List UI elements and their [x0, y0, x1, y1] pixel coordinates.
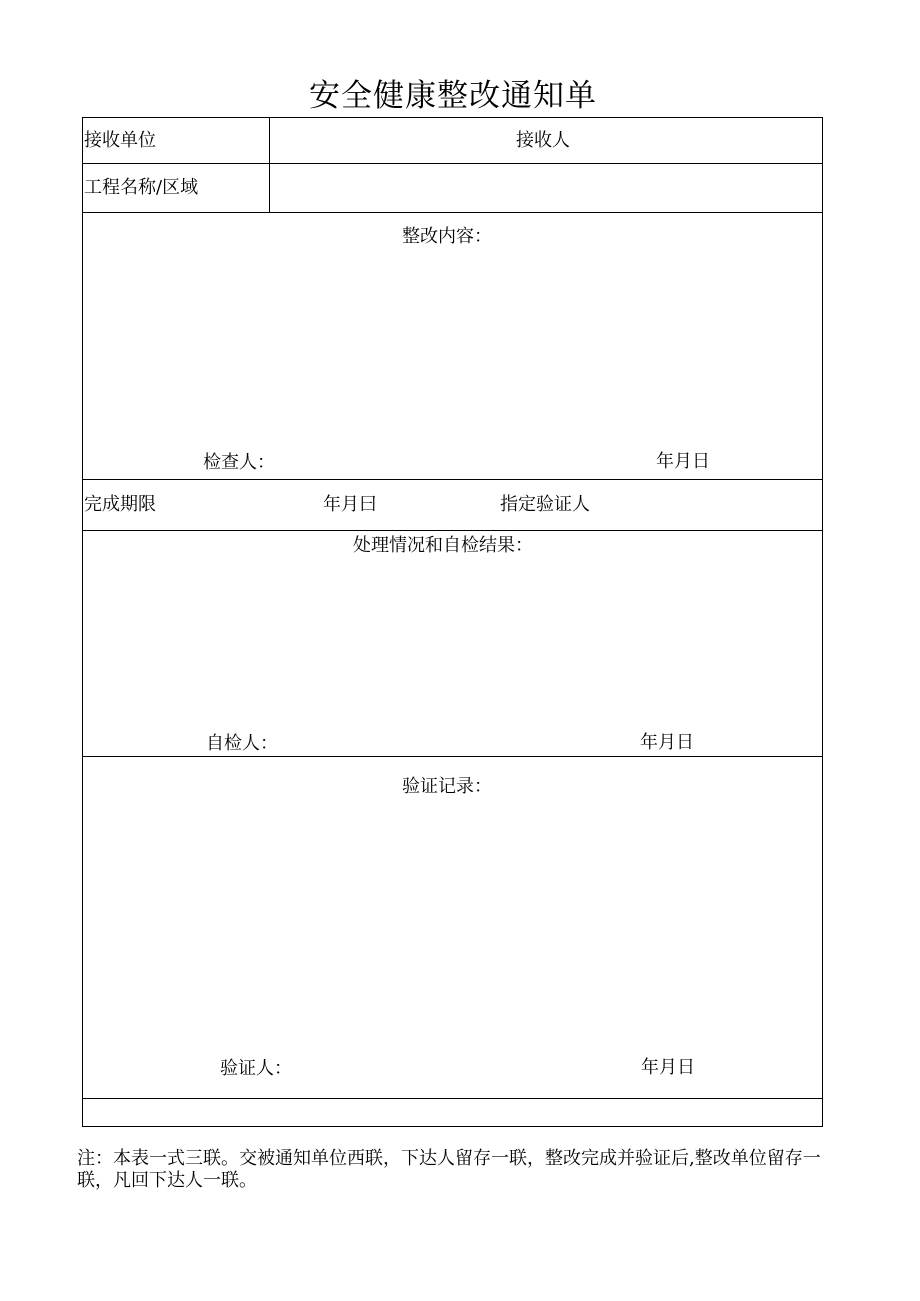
inspection-date-label: 年月日	[656, 451, 710, 472]
form-note: 注：本表一式三联。交被通知单位西联，下达人留存一联，整改完成并验证后,整改单位留存一联，凡回下达人一联。	[77, 1148, 821, 1191]
project-area-label: 工程名称/区域	[84, 177, 199, 198]
deadline-date-label: 年月曰	[323, 494, 377, 515]
project-area-field[interactable]	[270, 164, 822, 212]
form-title: 安全健康整改通知单	[309, 78, 597, 114]
self-inspection-date-label: 年月日	[640, 732, 694, 753]
assigned-verifier-label: 指定验证人	[500, 494, 590, 515]
self-inspector-label: 自检人：	[206, 733, 278, 754]
verification-date-label: 年月日	[641, 1057, 695, 1078]
row-divider	[83, 212, 822, 213]
notice-form	[82, 117, 823, 1127]
handling-result-area[interactable]	[84, 563, 821, 723]
row-divider	[83, 756, 822, 757]
receiving-unit-label: 接收单位	[84, 130, 156, 151]
rectification-content-label: 整改内容：	[402, 226, 492, 247]
deadline-label: 完成期限	[84, 494, 156, 515]
row-divider	[83, 1098, 822, 1099]
verifier-label: 验证人：	[220, 1058, 292, 1079]
bottom-empty-row	[84, 1100, 821, 1125]
handling-result-label: 处理情况和自检结果：	[353, 535, 533, 556]
row-divider	[83, 530, 822, 531]
receiver-label: 接收人	[516, 130, 570, 151]
verification-record-area[interactable]	[84, 808, 821, 1048]
row-divider	[83, 479, 822, 480]
rectification-content-area[interactable]	[84, 253, 821, 443]
inspector-label: 检查人：	[203, 452, 275, 473]
verification-record-label: 验证记录：	[402, 776, 492, 797]
